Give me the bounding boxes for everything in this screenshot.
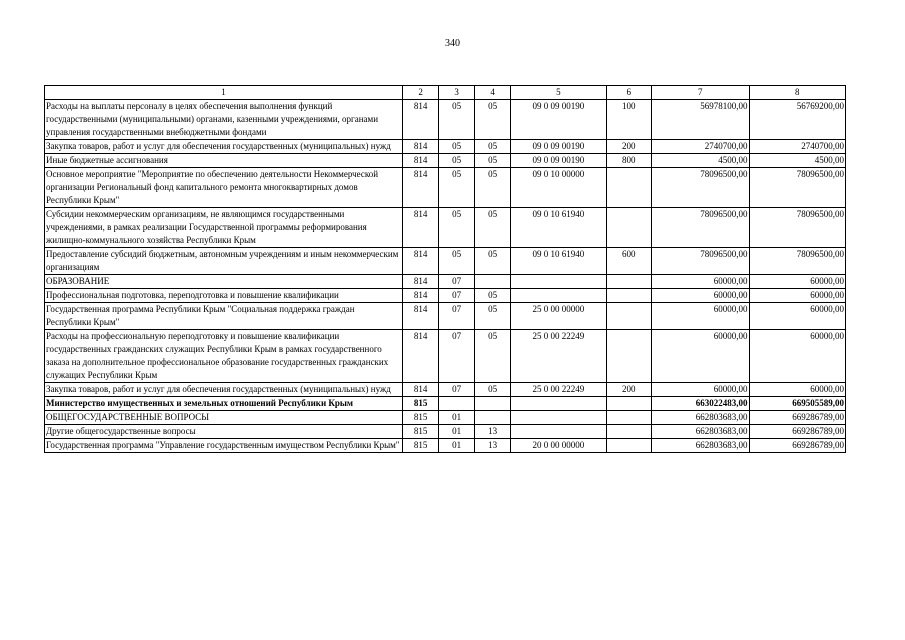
row-grbs-cell: 815 (403, 425, 439, 439)
row-subsection-cell: 05 (475, 100, 511, 140)
row-subsection-cell: 05 (475, 303, 511, 330)
table-row (45, 154, 846, 168)
row-subsection-cell: 13 (475, 439, 511, 453)
row-expense-type-cell (606, 208, 652, 248)
row-name-cell: Министерство имущественных и земельных отношений Республики Крым (45, 397, 403, 411)
row-subsection-cell (475, 397, 511, 411)
column-header: 6 (606, 86, 652, 100)
table-row (45, 439, 846, 453)
row-expense-type-cell: 600 (606, 248, 652, 275)
row-amount-year2-cell: 78096500,00 (749, 168, 845, 208)
row-amount-year2-cell: 60000,00 (749, 303, 845, 330)
row-amount-year2-cell: 60000,00 (749, 275, 845, 289)
row-grbs-cell: 814 (403, 248, 439, 275)
table-row (45, 100, 846, 140)
row-section-cell: 05 (439, 100, 475, 140)
row-amount-year1-cell: 78096500,00 (652, 208, 749, 248)
row-name-cell: Расходы на профессиональную переподготовку и повышение квалификации государственных гражданских служащих Республики Крым в рамках государственного заказа на дополнительное профессиональное образование государственных гражданских служащих Республики Крым (45, 330, 403, 383)
row-expense-type-cell (606, 275, 652, 289)
row-amount-year1-cell: 60000,00 (652, 275, 749, 289)
row-subsection-cell: 05 (475, 330, 511, 383)
row-amount-year1-cell: 56978100,00 (652, 100, 749, 140)
table-row (45, 411, 846, 425)
row-amount-year1-cell: 60000,00 (652, 330, 749, 383)
row-grbs-cell: 814 (403, 383, 439, 397)
column-header: 3 (439, 86, 475, 100)
row-name-cell: Профессиональная подготовка, переподготовка и повышение квалификации (45, 289, 403, 303)
row-target-article-cell: 09 0 10 00000 (511, 168, 606, 208)
row-name-cell: Государственная программа "Управление государственным имуществом Республики Крым" (45, 439, 403, 453)
row-target-article-cell: 25 0 00 00000 (511, 303, 606, 330)
table-row (45, 248, 846, 275)
row-section-cell: 05 (439, 168, 475, 208)
row-grbs-cell: 814 (403, 168, 439, 208)
row-grbs-cell: 814 (403, 330, 439, 383)
row-amount-year1-cell: 662803683,00 (652, 439, 749, 453)
column-header: 2 (403, 86, 439, 100)
row-grbs-cell: 814 (403, 100, 439, 140)
row-amount-year1-cell: 78096500,00 (652, 248, 749, 275)
row-section-cell: 07 (439, 303, 475, 330)
column-header: 8 (749, 86, 845, 100)
row-amount-year2-cell: 669286789,00 (749, 411, 845, 425)
row-section-cell: 05 (439, 140, 475, 154)
row-amount-year2-cell: 2740700,00 (749, 140, 845, 154)
row-subsection-cell: 05 (475, 168, 511, 208)
row-grbs-cell: 814 (403, 275, 439, 289)
table-row (45, 383, 846, 397)
row-section-cell: 01 (439, 439, 475, 453)
row-section-cell: 05 (439, 248, 475, 275)
table-row (45, 208, 846, 248)
row-amount-year2-cell: 60000,00 (749, 330, 845, 383)
row-subsection-cell (475, 411, 511, 425)
row-grbs-cell: 815 (403, 411, 439, 425)
row-expense-type-cell: 200 (606, 383, 652, 397)
row-subsection-cell: 05 (475, 154, 511, 168)
table-row (45, 275, 846, 289)
row-grbs-cell: 814 (403, 208, 439, 248)
column-header: 5 (511, 86, 606, 100)
row-grbs-cell: 814 (403, 140, 439, 154)
row-grbs-cell: 814 (403, 289, 439, 303)
row-amount-year2-cell: 56769200,00 (749, 100, 845, 140)
row-amount-year2-cell: 78096500,00 (749, 208, 845, 248)
row-target-article-cell (511, 425, 606, 439)
row-amount-year1-cell: 662803683,00 (652, 411, 749, 425)
row-amount-year2-cell: 669286789,00 (749, 439, 845, 453)
column-header: 4 (475, 86, 511, 100)
row-section-cell: 05 (439, 208, 475, 248)
row-amount-year1-cell: 4500,00 (652, 154, 749, 168)
row-expense-type-cell: 100 (606, 100, 652, 140)
row-target-article-cell: 09 0 09 00190 (511, 140, 606, 154)
row-target-article-cell: 20 0 00 00000 (511, 439, 606, 453)
row-amount-year2-cell: 60000,00 (749, 289, 845, 303)
row-expense-type-cell (606, 303, 652, 330)
row-name-cell: Закупка товаров, работ и услуг для обеспечения государственных (муниципальных) нужд (45, 383, 403, 397)
row-target-article-cell (511, 289, 606, 303)
row-amount-year2-cell: 669286789,00 (749, 425, 845, 439)
row-target-article-cell: 09 0 10 61940 (511, 248, 606, 275)
row-subsection-cell (475, 275, 511, 289)
table-row (45, 289, 846, 303)
row-target-article-cell: 09 0 09 00190 (511, 100, 606, 140)
row-subsection-cell: 13 (475, 425, 511, 439)
table-row (45, 168, 846, 208)
row-name-cell: Закупка товаров, работ и услуг для обеспечения государственных (муниципальных) нужд (45, 140, 403, 154)
row-subsection-cell: 05 (475, 383, 511, 397)
row-expense-type-cell (606, 330, 652, 383)
row-expense-type-cell (606, 397, 652, 411)
row-section-cell: 07 (439, 289, 475, 303)
table-row (45, 425, 846, 439)
row-expense-type-cell: 800 (606, 154, 652, 168)
row-amount-year2-cell: 78096500,00 (749, 248, 845, 275)
row-name-cell: Государственная программа Республики Крым "Социальная поддержка граждан Республики Крым" (45, 303, 403, 330)
row-name-cell: Иные бюджетные ассигнования (45, 154, 403, 168)
column-header: 7 (652, 86, 749, 100)
row-name-cell: Субсидии некоммерческим организациям, не являющимся государственными учреждениями, в рамках реализации Государственной программы реформирования жилищно-коммунального хозяйства Республики Крым (45, 208, 403, 248)
row-grbs-cell: 815 (403, 439, 439, 453)
table-row (45, 330, 846, 383)
row-expense-type-cell (606, 289, 652, 303)
row-target-article-cell (511, 275, 606, 289)
row-grbs-cell: 814 (403, 303, 439, 330)
row-target-article-cell: 25 0 00 22249 (511, 330, 606, 383)
row-expense-type-cell: 200 (606, 140, 652, 154)
budget-table (44, 85, 846, 453)
row-target-article-cell (511, 397, 606, 411)
row-amount-year2-cell: 669505589,00 (749, 397, 845, 411)
row-name-cell: Предоставление субсидий бюджетным, автономным учреждениям и иным некоммерческим организациям (45, 248, 403, 275)
row-name-cell: Основное мероприятие "Мероприятие по обеспечению деятельности Некоммерческой организации Региональный фонд капитального ремонта многоквартирных домов Республики Крым" (45, 168, 403, 208)
row-target-article-cell: 25 0 00 22249 (511, 383, 606, 397)
row-section-cell: 07 (439, 383, 475, 397)
table-row (45, 140, 846, 154)
row-expense-type-cell (606, 411, 652, 425)
row-subsection-cell: 05 (475, 208, 511, 248)
column-header: 1 (45, 86, 403, 100)
table-row (45, 303, 846, 330)
row-section-cell: 07 (439, 275, 475, 289)
row-section-cell: 05 (439, 154, 475, 168)
row-subsection-cell: 05 (475, 289, 511, 303)
row-subsection-cell: 05 (475, 140, 511, 154)
row-section-cell: 07 (439, 330, 475, 383)
row-name-cell: Другие общегосударственные вопросы (45, 425, 403, 439)
row-expense-type-cell (606, 168, 652, 208)
row-name-cell: Расходы на выплаты персоналу в целях обеспечения выполнения функций государственными (муниципальными) органами, казенными учреждениями, органами управления государственными внебюджетными фондами (45, 100, 403, 140)
row-section-cell (439, 397, 475, 411)
row-section-cell: 01 (439, 411, 475, 425)
row-amount-year1-cell: 60000,00 (652, 383, 749, 397)
row-amount-year1-cell: 60000,00 (652, 303, 749, 330)
row-amount-year2-cell: 60000,00 (749, 383, 845, 397)
row-amount-year1-cell: 78096500,00 (652, 168, 749, 208)
row-subsection-cell: 05 (475, 248, 511, 275)
row-amount-year1-cell: 662803683,00 (652, 425, 749, 439)
row-target-article-cell: 09 0 10 61940 (511, 208, 606, 248)
row-name-cell: ОБЩЕГОСУДАРСТВЕННЫЕ ВОПРОСЫ (45, 411, 403, 425)
row-grbs-cell: 815 (403, 397, 439, 411)
row-grbs-cell: 814 (403, 154, 439, 168)
row-amount-year1-cell: 2740700,00 (652, 140, 749, 154)
row-target-article-cell (511, 411, 606, 425)
row-target-article-cell: 09 0 09 00190 (511, 154, 606, 168)
page-number: 340 (445, 38, 460, 49)
row-expense-type-cell (606, 439, 652, 453)
row-amount-year1-cell: 60000,00 (652, 289, 749, 303)
row-amount-year1-cell: 663022483,00 (652, 397, 749, 411)
row-expense-type-cell (606, 425, 652, 439)
row-amount-year2-cell: 4500,00 (749, 154, 845, 168)
row-section-cell: 01 (439, 425, 475, 439)
column-header-row (45, 86, 846, 100)
row-name-cell: ОБРАЗОВАНИЕ (45, 275, 403, 289)
table-row (45, 397, 846, 411)
